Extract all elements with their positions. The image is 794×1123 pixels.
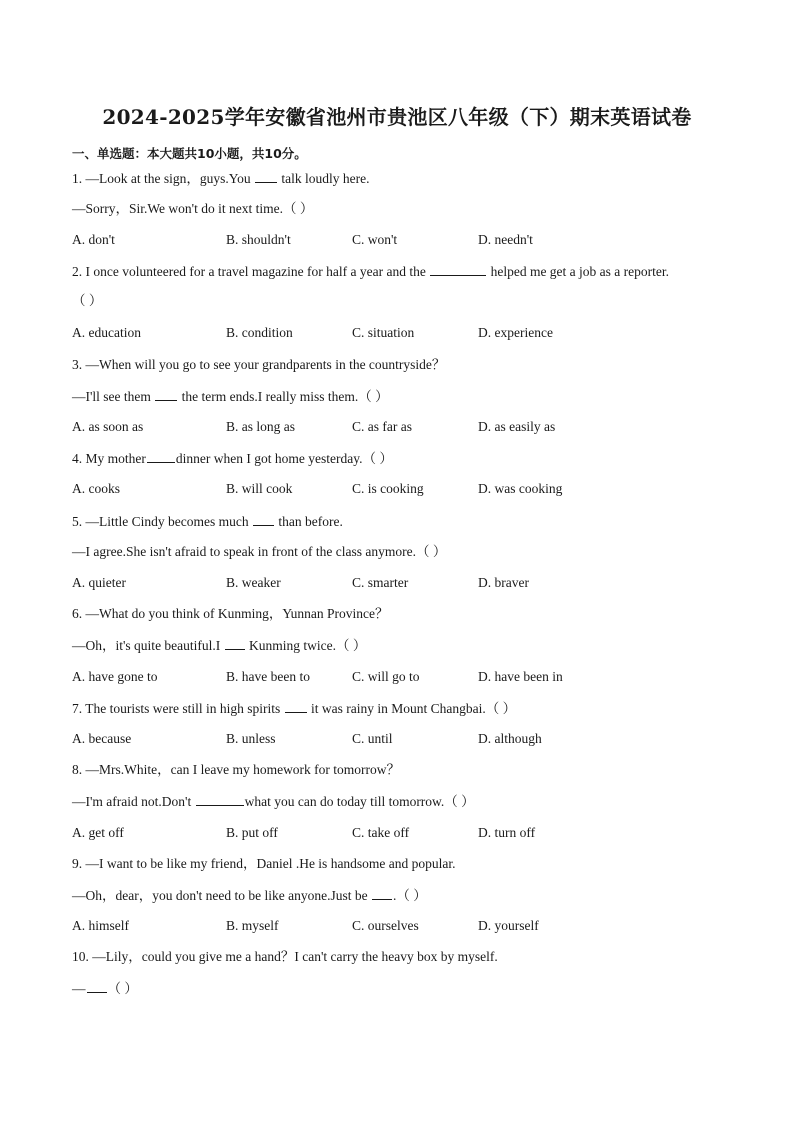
answer-option: C. won't [352, 232, 398, 247]
question-line [72, 605, 388, 623]
answer-option: C. smarter [352, 575, 409, 590]
answer-option: A. get off [72, 825, 124, 840]
question-text: （ ） [107, 981, 138, 996]
question-text: than before. [274, 514, 343, 529]
question-text: （ ） [72, 293, 103, 308]
question-line [72, 948, 498, 966]
answer-blank [372, 886, 392, 900]
answer-option: A. himself [72, 918, 129, 933]
answer-option: A. don't [72, 232, 115, 247]
question-text: 1. —Look at the sign，guys.You [72, 171, 255, 186]
answer-blank [253, 512, 274, 526]
question-text: 2. I once volunteered for a travel magazine for half a year and the [72, 264, 430, 279]
question-line [72, 792, 475, 811]
question-line [72, 356, 445, 374]
question-text: dinner when I got home yesterday.（ ） [175, 451, 393, 466]
answer-option: D. turn off [478, 825, 536, 840]
answer-option: A. as soon as [72, 419, 144, 434]
answer-blank [225, 636, 245, 650]
answer-option: C. as far as [352, 419, 412, 434]
question-text: 8. —Mrs.White，can I leave my homework for tomorrow？ [72, 762, 401, 777]
answer-blank [430, 262, 486, 276]
answer-option: C. take off [352, 825, 410, 840]
question-line [72, 699, 516, 718]
question-text: —I agree.She isn't afraid to speak in front of the class anymore.（ ） [72, 544, 447, 559]
answer-option: D. experience [478, 325, 553, 340]
answer-option: B. weaker [226, 575, 281, 590]
answer-option: B. myself [226, 918, 279, 933]
question-text: 6. —What do you think of Kunming，Yunnan Province？ [72, 606, 389, 621]
question-text: 5. —Little Cindy becomes much [72, 514, 252, 529]
question-text: .（ ） [393, 888, 427, 903]
question-line [72, 886, 427, 905]
answer-blank [155, 387, 177, 401]
answer-option: B. unless [226, 731, 276, 746]
answer-option: A. quieter [72, 575, 126, 590]
answer-option: C. is cooking [352, 481, 424, 496]
answer-blank [285, 699, 307, 713]
answer-option: D. have been in [478, 669, 563, 684]
question-text: —Sorry，Sir.We won't do it next time.（ ） [72, 201, 314, 216]
answer-option: B. shouldn't [226, 232, 291, 247]
question-text: — [72, 981, 86, 996]
question-line [72, 292, 102, 310]
question-line [72, 262, 669, 281]
answer-option: C. situation [352, 325, 415, 340]
answer-option: C. ourselves [352, 918, 419, 933]
answer-option: D. yourself [478, 918, 539, 933]
answer-option: D. braver [478, 575, 529, 590]
question-line [72, 449, 393, 468]
question-line [72, 636, 366, 655]
question-text: Kunming twice.（ ） [245, 638, 367, 653]
answer-option: D. needn't [478, 232, 533, 247]
answer-option: B. have been to [226, 669, 310, 684]
answer-blank [196, 792, 244, 806]
section-heading: 一、单选题：本大题共10小题，共10分。 [72, 146, 307, 161]
question-line [72, 387, 389, 406]
exam-title: 2024-2025学年安徽省池州市贵池区八年级（下）期末英语试卷 [102, 105, 692, 129]
question-text: what you can do today till tomorrow.（ ） [244, 794, 475, 809]
question-text: —I'll see them [72, 389, 155, 404]
question-text: 3. —When will you go to see your grandparents in the countryside？ [72, 357, 446, 372]
question-text: —Oh，dear，you don't need to be like anyone.Just be [72, 888, 371, 903]
answer-option: D. was cooking [478, 481, 563, 496]
answer-option: A. cooks [72, 481, 120, 496]
answer-option: D. although [478, 731, 542, 746]
question-line [72, 512, 343, 531]
answer-option: D. as easily as [478, 419, 556, 434]
answer-option: B. as long as [226, 419, 295, 434]
answer-blank [147, 449, 175, 463]
question-text: it was rainy in Mount Changbai.（ ） [307, 701, 517, 716]
question-text: —Oh，it's quite beautiful.I [72, 638, 224, 653]
answer-option: C. will go to [352, 669, 420, 684]
question-line [72, 169, 370, 188]
answer-option: A. education [72, 325, 141, 340]
answer-option: B. will cook [226, 481, 293, 496]
answer-blank [87, 979, 107, 993]
question-line [72, 761, 400, 779]
question-line [72, 979, 138, 998]
question-line [72, 855, 456, 873]
answer-option: A. have gone to [72, 669, 158, 684]
question-text: the term ends.I really miss them.（ ） [178, 389, 389, 404]
question-text: 10. —Lily，could you give me a hand？I can't carry the heavy box by myself. [72, 949, 498, 964]
answer-option: B. put off [226, 825, 278, 840]
answer-option: B. condition [226, 325, 293, 340]
question-text: helped me get a job as a reporter. [487, 264, 670, 279]
question-text: 9. —I want to be like my friend，Daniel .He is handsome and popular. [72, 856, 456, 871]
question-line [72, 543, 446, 561]
question-text: —I'm afraid not.Don't [72, 794, 195, 809]
question-text: talk loudly here. [278, 171, 370, 186]
question-line [72, 200, 313, 218]
answer-blank [255, 169, 277, 183]
question-text: 7. The tourists were still in high spirits [72, 701, 284, 716]
answer-option: C. until [352, 731, 393, 746]
question-text: 4. My mother [72, 451, 146, 466]
answer-option: A. because [72, 731, 132, 746]
